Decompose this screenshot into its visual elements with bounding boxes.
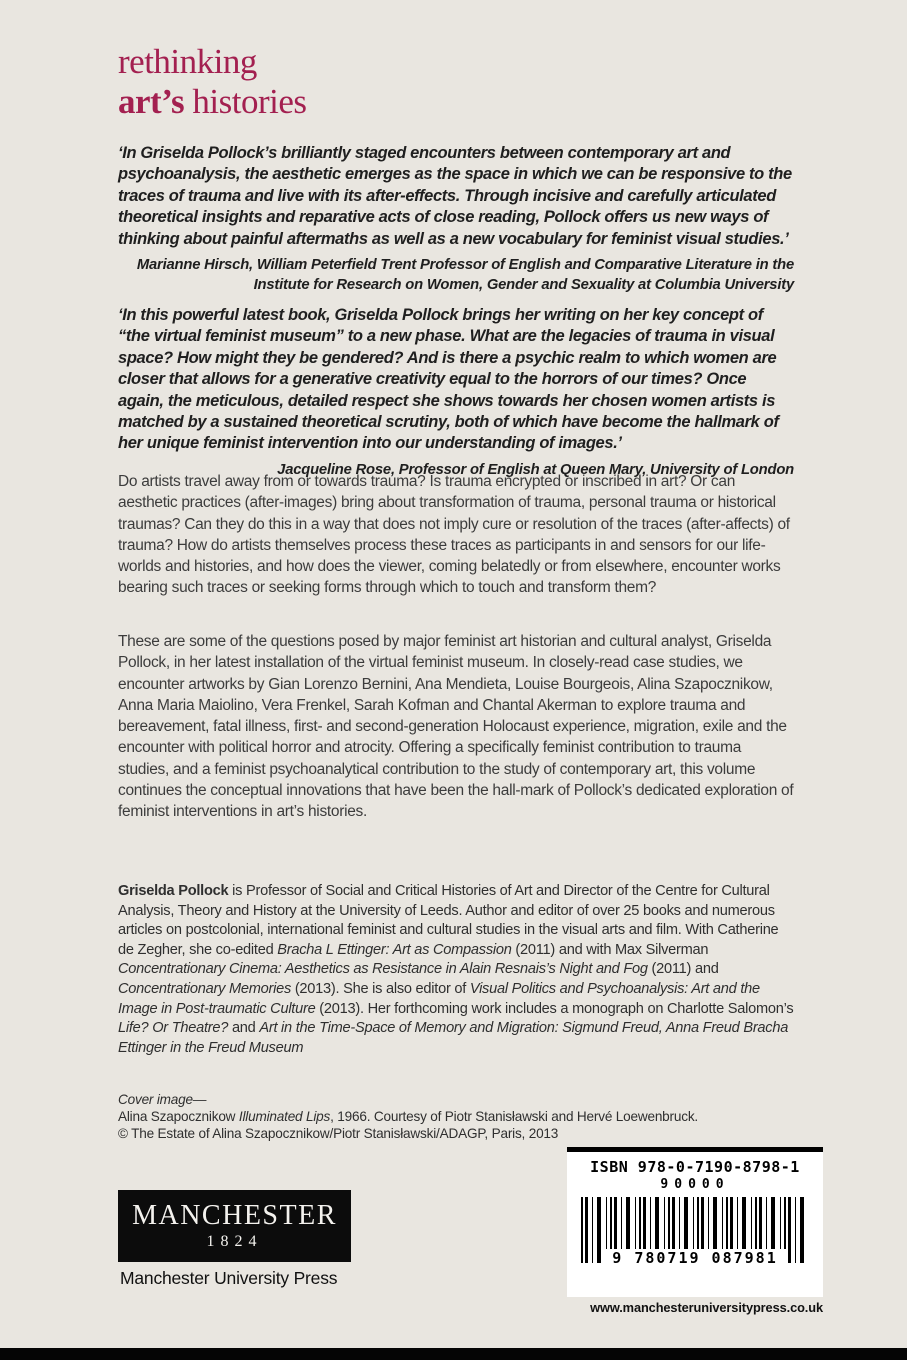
barcode-top-rule — [567, 1147, 823, 1152]
quote-2-attribution-line1: Jacqueline Rose, Professor of English at Queen Mary, University of London — [277, 461, 794, 478]
barcode-price-code: 90000 — [660, 1177, 730, 1192]
blurb-paragraph-1: Do artists travel away from or towards trauma? Is trauma encrypted or inscribed in art? Or can aesthetic practices (after-images) bring about transformation of trauma, personal trauma or historical traumas? Can they do this in a way that does not imply cure or resolution of the traces (after-affects) of trauma? How do artists themselves process these traces as participants in and sensors for our life-worlds and histories, and how does the viewer, coming belatedly or from elsewhere, encounter works bearing such traces or seeking forms through which to touch and transform them? — [118, 473, 790, 597]
cover-image-label: Cover image— — [118, 1092, 207, 1107]
isbn-number: ISBN 978-0-7190-8798-1 — [590, 1158, 800, 1176]
series-logo-arts: art’s — [118, 82, 185, 121]
endorsement-quote-2 — [118, 305, 794, 480]
publisher-website: www.manchesteruniversitypress.co.uk — [590, 1300, 823, 1315]
quote-1-attribution — [118, 255, 794, 295]
publisher-logo-name: MANCHESTER — [132, 1200, 337, 1231]
isbn-barcode — [567, 1147, 823, 1297]
blurb-paragraph-2: These are some of the questions posed by major feminist art historian and cultural analyst, Griselda Pollock, in her latest installation of the virtual feminist museum. In closely-read case studies, we encounter artworks by Gian Lorenzo Bernini, Ana Mendieta, Louise Bourgeois, Alina Szapocznikow, Anna Maria Maiolino, Vera Frenkel, Sarah Kofman and Chantal Akerman to explore trauma and bereavement, fatal illness, first- and second-generation Holocaust experience, migration, exile and the encounter with political horror and atrocity. Offering a specifically feminist contribution to trauma studies, and a feminist psychoanalytical contribution to the study of contemporary art, this volume continues the conceptual innovations that have been the hall-mark of Pollock’s dedicated exploration of feminist interventions in art’s histories. — [118, 633, 794, 821]
barcode-digits: 9 780719 087981 — [602, 1249, 787, 1267]
publisher-logo-year: 1824 — [206, 1233, 263, 1250]
publisher-imprint: Manchester University Press — [120, 1268, 338, 1288]
quote-1-attribution-line2: Institute for Research on Women, Gender and Sexuality at Columbia University — [253, 277, 794, 294]
bottom-edge-strip — [0, 1348, 907, 1360]
author-bio: Griselda Pollock is Professor of Social and Critical Histories of Art and Director of the Centre for Cultural Analysis, Theory and History at the University of Leeds. Author and editor of over 25 books and numerous articles on postcolonial, international feminist and cultural studies in the visual arts and film. With Catherine de Zegher, she co-edited Bracha L Ettinger: Art as Compassion (2011) and with Max Silverman Concentrationary Cinema: Aesthetics as Resistance in Alain Resnais’s Night and Fog (2011) and Concentrationary Memories (2013). She is also editor of Visual Politics and Psychoanalysis: Art and the Image in Post-traumatic Culture (2013). Her forthcoming work includes a monograph on Charlotte Salomon’s Life? Or Theatre? and Art in the Time-Space of Memory and Migration: Sigmund Freud, Anna Freud Bracha Ettinger in the Freud Museum — [118, 883, 794, 1056]
series-logo — [118, 42, 794, 122]
cover-image-credit — [118, 1091, 794, 1142]
quote-1-attribution-line1: Marianne Hirsch, William Peterfield Trent Professor of English and Comparative Literature in the — [136, 257, 794, 274]
series-logo-histories: histories — [184, 82, 307, 121]
quote-1-text: ‘In Griselda Pollock’s brilliantly staged encounters between contemporary art and psychoanalysis, the aesthetic emerges as the space in which we can be responsive to the traces of trauma and live with its after-effects. Through incisive and carefully articulated theoretical insights and reparative acts of close reading, Pollock offers us new ways of thinking about painful aftermaths as well as a new vocabulary for feminist visual studies.’ — [118, 144, 792, 248]
barcode-digits-wrap — [567, 1249, 823, 1268]
quote-2-text: ‘In this powerful latest book, Griselda Pollock brings her writing on her key concept of “the virtual feminist museum” to a new phase. What are the legacies of trauma in visual space? How might they be gendered? And is there a psychic realm to which women are closer that allows for a generative creativity equal to the horrors of our times? Once again, the meticulous, detailed respect she shows towards her chosen women artists is matched by a sustained theoretical scrutiny, both of which have become the hallmark of her unique feminist intervention into our understanding of images.’ — [118, 306, 779, 453]
cover-image-copyright: © The Estate of Alina Szapocznikow/Piotr Stanisławski/ADAGP, Paris, 2013 — [118, 1126, 559, 1141]
publisher-logo — [118, 1190, 351, 1262]
series-logo-line2 — [118, 82, 794, 122]
cover-image-credit-line2: Alina Szapocznikow Illuminated Lips, 1966. Courtesy of Piotr Stanisławski and Hervé Loewenbruck. — [118, 1109, 699, 1124]
series-logo-line1: rethinking — [118, 42, 257, 81]
endorsement-quote-1 — [118, 143, 794, 295]
